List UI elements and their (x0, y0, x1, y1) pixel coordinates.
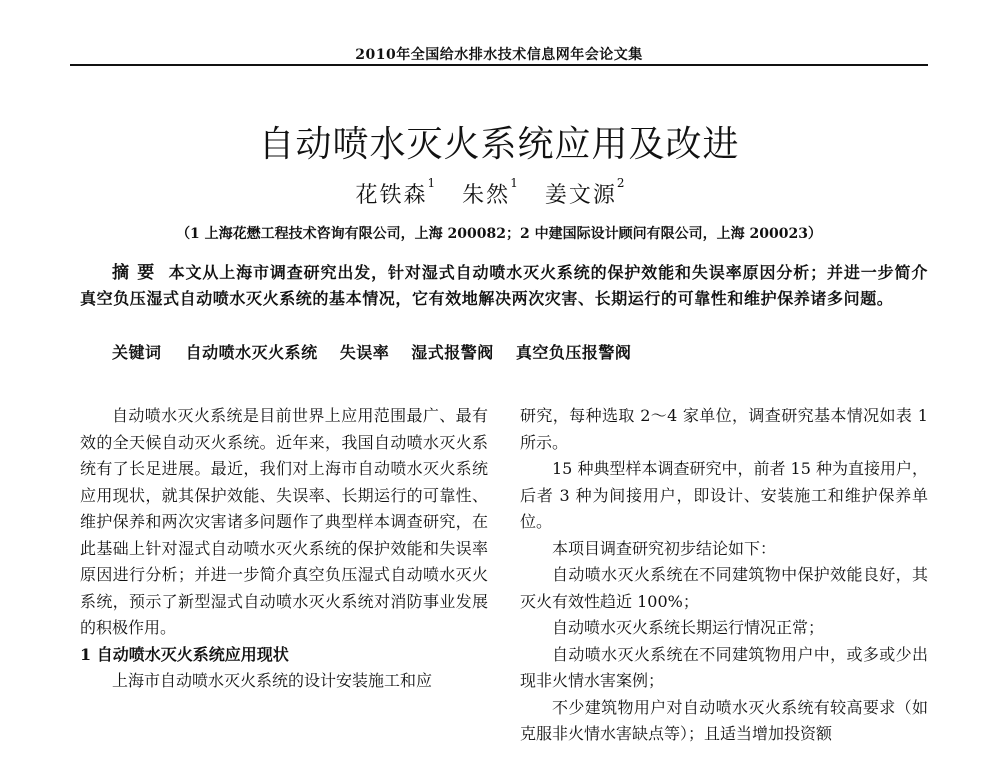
author-name: 姜文源 (544, 183, 617, 208)
body-paragraph: 15 种典型样本调查研究中，前者 15 种为直接用户，后者 3 种为间接用户，即设计、安装施工和维护保养单位。 (520, 459, 928, 531)
abstract-text: 本文从上海市调查研究出发，针对湿式自动喷水灭火系统的保护效能和失误率原因分析；并进一步简介真空负压湿式自动喷水灭火系统的基本情况，它有效地解决两次灾害、长期运行的可靠性和维护保养诸多问题。 (80, 263, 928, 308)
body-column-left (80, 403, 488, 695)
body-paragraph: 自动喷水灭火系统长期运行情况正常； (552, 618, 825, 637)
body-paragraph: 本项目调查研究初步结论如下： (552, 538, 777, 558)
author-list (70, 178, 928, 209)
body-paragraph: 自动喷水灭火系统是目前世界上应用范围最广、最有效的全天候自动灭火系统。近年来，我国自动喷水灭火系统有了长足进展。最近，我们对上海市自动喷水灭火系统应用现状，就其保护效能、失误率、长期运行的可靠性、维护保养和两次灾害诸多问题作了典型样本调查研究，在此基础上针对湿式自动喷水灭火系统的保护效能和失误率原因进行分析；并进一步简介真空负压湿式自动喷水灭火系统，预示了新型湿式自动喷水灭火系统对消防事业发展的积极作用。 (80, 406, 488, 637)
author-affiliation-mark: 1 (510, 176, 520, 190)
body-paragraph: 自动喷水灭火系统在不同建筑物用户中，或多或少出现非火情水害案例； (520, 644, 928, 690)
author-affiliation-mark: 1 (427, 176, 438, 190)
abstract (80, 260, 928, 312)
author-affiliation-mark: 2 (616, 176, 627, 190)
author-name: 花铁森 (355, 183, 428, 208)
body-paragraph: 不少建筑物用户对自动喷水灭火系统有较高要求（如克服非火情水害缺点等）；且适当增加投资额 (520, 697, 928, 743)
body-paragraph: 上海市自动喷水灭火系统的设计安装施工和应 (112, 671, 433, 690)
paper-title: 自动喷水灭火系统应用及改进 (258, 124, 740, 165)
body-paragraph: 自动喷水灭火系统在不同建筑物中保护效能良好，其灭火有效性趋近 100%； (520, 565, 928, 611)
header-rule (70, 64, 928, 66)
keywords-label: 关键词 (112, 343, 162, 362)
keyword: 湿式报警阀 (411, 343, 494, 362)
abstract-label: 摘要 (112, 263, 163, 283)
body-paragraph: 研究，每种选取 2～4 家单位，调查研究基本情况如表 1 所示。 (520, 406, 928, 452)
body-column-right (520, 403, 928, 748)
section-heading: 1 自动喷水灭火系统应用现状 (80, 644, 289, 664)
affiliations: （1 上海花懋工程技术咨询有限公司，上海 200082；2 中建国际设计顾问有限公司，上海 200023） (176, 226, 822, 242)
keyword: 自动喷水灭火系统 (185, 343, 318, 362)
keyword: 真空负压报警阀 (515, 343, 632, 362)
keyword: 失误率 (339, 343, 390, 362)
running-header: 2010年全国给水排水技术信息网年会论文集 (355, 47, 643, 63)
keywords (112, 340, 928, 363)
author-name: 朱然 (462, 183, 511, 208)
